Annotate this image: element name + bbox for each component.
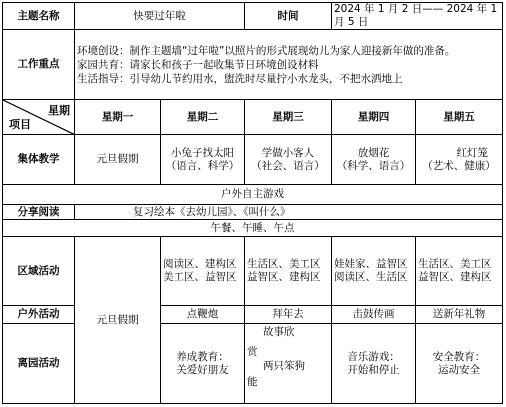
theme-value: 快要过年啦 xyxy=(75,3,245,30)
area-friday xyxy=(416,237,503,306)
reading-value: 复习绘本《去幼儿园》、《叫什么》 xyxy=(75,204,503,219)
collective-thursday-title: 放烟花 xyxy=(357,146,390,159)
area-wednesday-a: 生活区、美工区 xyxy=(247,258,321,271)
time-label: 时间 xyxy=(245,3,332,30)
collective-label: 集体教学 xyxy=(3,135,75,184)
outdoor-friday: 送新年礼物 xyxy=(416,305,503,323)
reading-row xyxy=(3,204,503,219)
leaving-tuesday-title: 养成教育： xyxy=(176,350,229,363)
leaving-friday xyxy=(416,324,503,404)
collective-tuesday-title: 小兔子找太阳 xyxy=(171,146,234,159)
area-thursday xyxy=(332,237,416,306)
collective-friday-title: 红灯笼 xyxy=(456,146,489,159)
reading-label: 分享阅读 xyxy=(3,204,75,219)
theme-label: 主题名称 xyxy=(3,3,75,30)
collective-row xyxy=(3,135,503,184)
outdoor-wednesday: 拜年去 xyxy=(245,305,332,323)
outdoor-tuesday: 点鞭炮 xyxy=(161,305,245,323)
focus-notes xyxy=(75,30,503,100)
weekly-plan-table xyxy=(2,2,503,404)
area-friday-a: 生活区、美工区 xyxy=(418,258,492,271)
leaving-wednesday-top: 故事欣 xyxy=(263,326,295,339)
time-value: 2024 年 1 月 2 日—— 2024 年 1 月 5 日 xyxy=(332,3,503,30)
leaving-wednesday-side-top: 赏 xyxy=(247,346,258,359)
leaving-label: 离园活动 xyxy=(3,324,75,404)
area-wednesday-b: 益智区、建构区 xyxy=(247,271,321,284)
leaving-wednesday-mid: 两只笨狗 xyxy=(263,360,305,373)
focus-label: 工作重点 xyxy=(3,30,75,100)
outdoor-free-text: 户外自主游戏 xyxy=(3,184,503,204)
area-friday-b: 益智区、建构区 xyxy=(418,271,492,284)
day-tuesday: 星期二 xyxy=(161,99,245,134)
leaving-thursday-detail: 开始和停止 xyxy=(347,363,400,376)
outdoor-label: 户外活动 xyxy=(3,305,75,323)
collective-monday-text: 元旦假期 xyxy=(96,153,139,166)
leaving-friday-detail: 运动安全 xyxy=(438,363,480,376)
area-tuesday xyxy=(161,237,245,306)
focus-line-life: 生活指导：引导幼儿节约用水，盥洗时尽量拧小水龙头，不把水洒地上 xyxy=(77,72,403,85)
area-thursday-a: 娃娃家、益智区 xyxy=(334,258,408,271)
collective-wednesday xyxy=(245,135,332,184)
area-row xyxy=(3,237,503,306)
day-friday: 星期五 xyxy=(416,99,503,134)
leaving-friday-title: 安全教育： xyxy=(432,350,486,363)
collective-thursday-subject: （科学、语言） xyxy=(336,159,411,172)
outdoor-thursday: 击鼓传画 xyxy=(332,305,416,323)
area-label: 区域活动 xyxy=(3,237,75,306)
focus-line-environment: 环境创设：制作主题墙“过年啦”以照片的形式展现幼儿为家人迎接新年做的准备。 xyxy=(77,44,456,57)
collective-wednesday-title: 学做小客人 xyxy=(261,146,315,159)
area-tuesday-b: 美工区、益智区 xyxy=(163,271,237,284)
leaving-wednesday-side-bottom: 能 xyxy=(247,376,258,389)
area-wednesday xyxy=(245,237,332,306)
collective-tuesday-subject: （语言、科学） xyxy=(165,159,240,172)
area-thursday-b: 阅读区、生活区 xyxy=(334,271,408,284)
focus-row xyxy=(3,30,503,100)
leaving-wednesday xyxy=(245,324,332,404)
day-thursday: 星期四 xyxy=(332,99,416,134)
holiday-merged-cell: 元旦假期 xyxy=(75,237,161,404)
header-diagonal-cell xyxy=(3,99,75,134)
collective-friday xyxy=(416,135,503,184)
day-header-row xyxy=(3,99,503,134)
area-tuesday-a: 阅读区、建构区 xyxy=(163,258,237,271)
leaving-tuesday xyxy=(161,324,245,404)
meals-text: 午餐、午睡、午点 xyxy=(3,220,503,237)
collective-wednesday-subject: （社会、语言） xyxy=(251,159,325,172)
leaving-thursday-title: 音乐游戏： xyxy=(347,350,400,363)
collective-tuesday xyxy=(161,135,245,184)
item-label: 项目 xyxy=(9,118,31,132)
day-monday: 星期一 xyxy=(75,99,161,134)
collective-monday xyxy=(75,135,161,184)
day-wednesday: 星期三 xyxy=(245,99,332,134)
collective-thursday xyxy=(332,135,416,184)
weekday-label: 星期 xyxy=(48,103,70,117)
leaving-tuesday-detail: 关爱好朋友 xyxy=(176,363,229,376)
outdoor-free-row xyxy=(3,184,503,204)
collective-friday-subject: （艺术、健康） xyxy=(422,159,496,172)
meals-row xyxy=(3,220,503,237)
leaving-thursday xyxy=(332,324,416,404)
theme-row xyxy=(3,3,503,30)
focus-line-home: 家园共育：请家长和孩子一起收集节日环境创设材料 xyxy=(77,58,319,71)
